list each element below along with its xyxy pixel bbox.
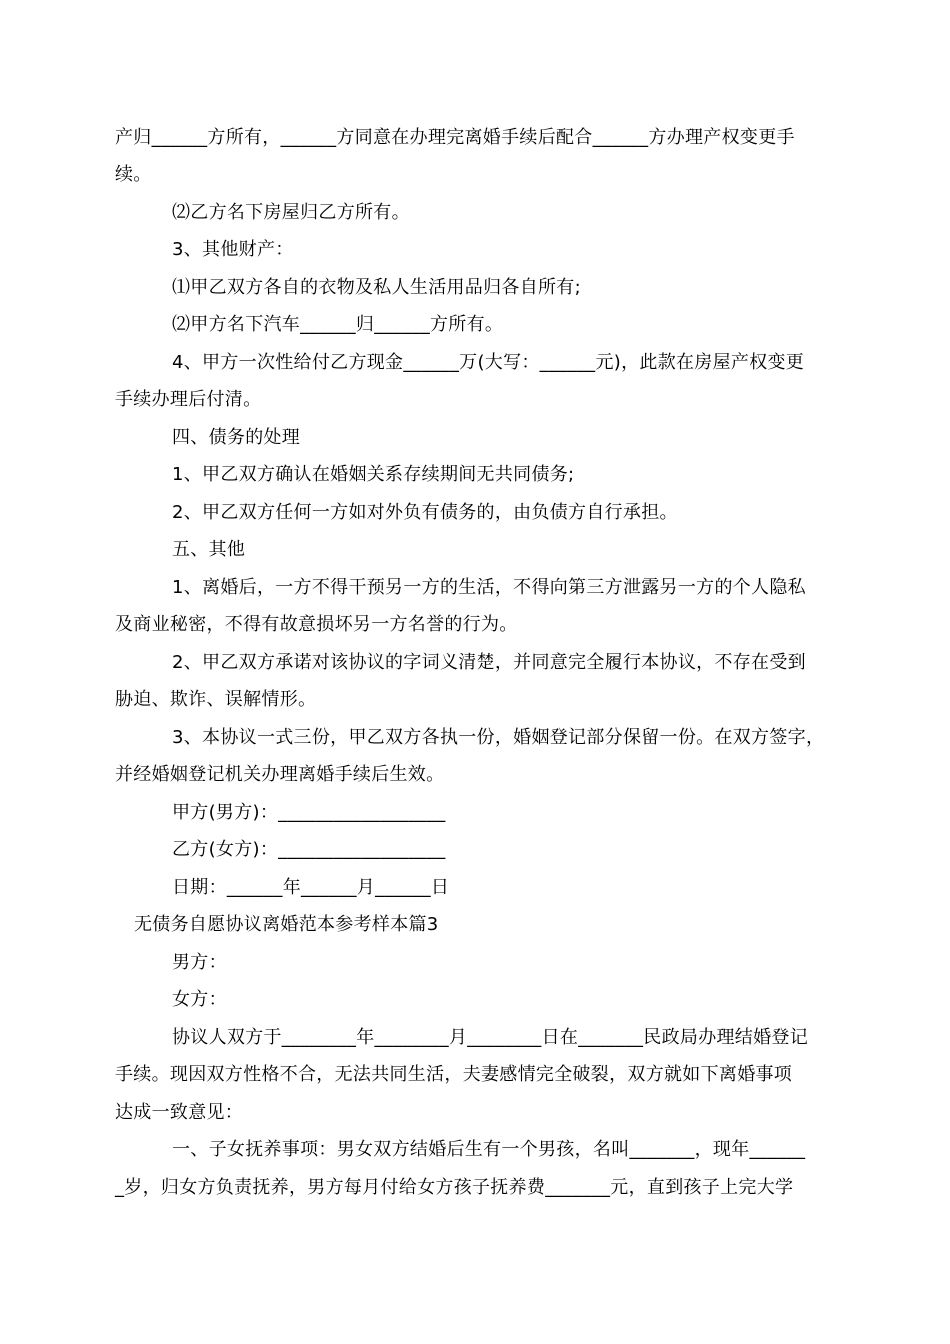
section-heading: 五、其他 — [172, 539, 246, 560]
text-line: 3、本协议一式三份，甲乙双方各执一份，婚姻登记部分保留一份。在双方签字， — [172, 727, 825, 748]
text-line: 手续办理后付清。 — [115, 389, 262, 410]
text-line: 1、甲乙双方确认在婚姻关系存续期间无共同债务; — [172, 464, 575, 485]
text-line: ⑵乙方名下房屋归乙方所有。 — [172, 202, 410, 223]
text-line: 续。 — [115, 164, 152, 185]
text-line: ⑵甲方名下汽车______归______方所有。 — [172, 314, 504, 335]
text-line: _岁，归女方负责抚养，男方每月付给女方孩子抚养费_______元，直到孩子上完大学 — [115, 1177, 794, 1198]
signature-line-party-b: 乙方(女方)：__________________ — [172, 839, 446, 860]
text-line: 男方： — [172, 952, 227, 973]
signature-line-party-a: 甲方(男方)：__________________ — [172, 802, 446, 823]
text-line: 并经婚姻登记机关办理离婚手续后生效。 — [115, 764, 445, 785]
text-line: 胁迫、欺诈、误解情形。 — [115, 689, 317, 710]
text-line: 2、甲乙双方任何一方如对外负有债务的，由负债方自行承担。 — [172, 502, 678, 523]
text-line: 手续。现因双方性格不合，无法共同生活，夫妻感情完全破裂，双方就如下离婚事项 — [115, 1064, 793, 1085]
text-line: 达成一致意见： — [115, 1102, 244, 1123]
text-line: 1、离婚后，一方不得干预另一方的生活，不得向第三方泄露另一方的个人隐私 — [172, 577, 806, 598]
text-line: ⑴甲乙双方各自的衣物及私人生活用品归各自所有; — [172, 277, 581, 298]
section-title: 无债务自愿协议离婚范本参考样本篇3 — [134, 914, 439, 935]
text-line: 一、子女抚养事项：男女双方结婚后生有一个男孩，名叫_______，现年______ — [172, 1139, 806, 1160]
text-line: 2、甲乙双方承诺对该协议的字词义清楚，并同意完全履行本协议，不存在受到 — [172, 652, 806, 673]
text-line: 女方： — [172, 989, 227, 1010]
text-line: 4、甲方一次性给付乙方现金______万(大写：______元)，此款在房屋产权变更 — [172, 352, 805, 373]
section-heading: 四、债务的处理 — [172, 427, 301, 448]
text-line: 及商业秘密，不得有故意损坏另一方名誉的行为。 — [115, 614, 518, 635]
text-line: 3、其他财产： — [172, 239, 294, 260]
date-line: 日期：______年______月______日 — [172, 877, 450, 898]
text-line: 协议人双方于________年________月________日在_______民政局办理结婚登记 — [172, 1027, 808, 1048]
text-line: 产归______方所有，______方同意在办理完离婚手续后配合______方办理产权变更手 — [115, 127, 795, 148]
